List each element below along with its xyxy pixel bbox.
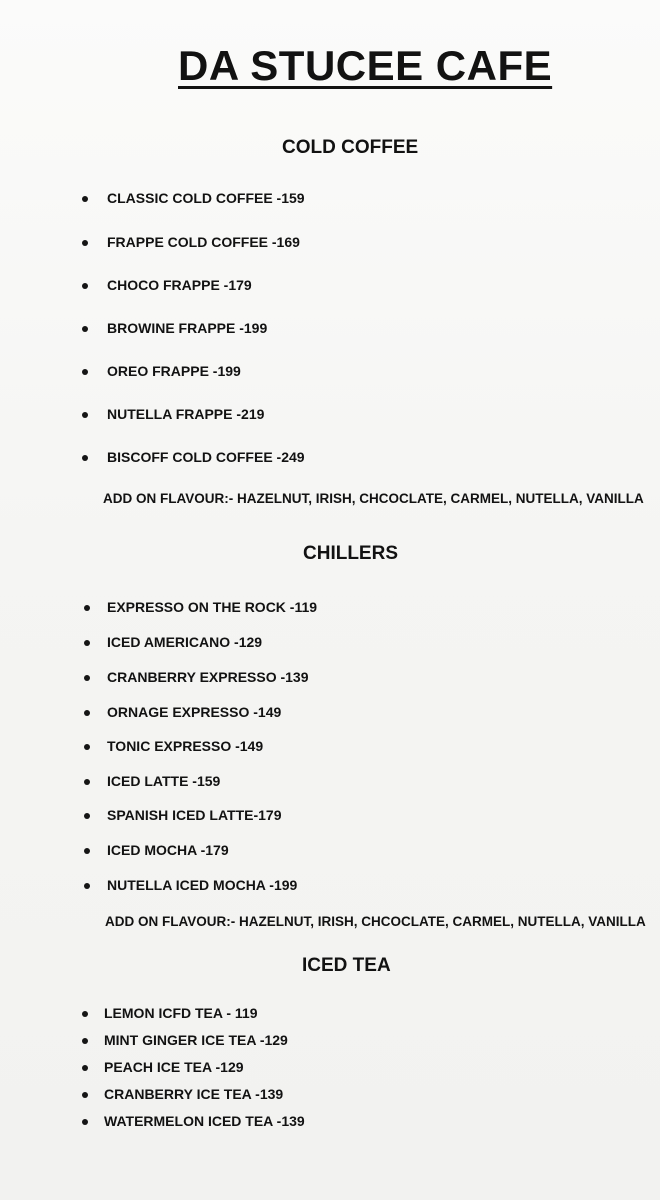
menu-item: WATERMELON ICED TEA -139 — [104, 1113, 305, 1129]
bullet-icon — [82, 455, 88, 461]
bullet-icon — [82, 1119, 88, 1125]
bullet-icon — [82, 1038, 88, 1044]
bullet-icon — [82, 369, 88, 375]
menu-item: CRANBERRY ICE TEA -139 — [104, 1086, 284, 1102]
section-heading-iced-tea: ICED TEA — [302, 955, 391, 976]
menu-item: CRANBERRY EXPRESSO -139 — [107, 669, 309, 685]
bullet-icon — [84, 640, 90, 646]
bullet-icon — [84, 710, 90, 716]
menu-item: CLASSIC COLD COFFEE -159 — [107, 190, 305, 206]
bullet-icon — [82, 240, 88, 246]
menu-item: NUTELLA FRAPPE -219 — [107, 406, 265, 422]
bullet-icon — [82, 1065, 88, 1071]
menu-item: FRAPPE COLD COFFEE -169 — [107, 234, 300, 250]
bullet-icon — [84, 605, 90, 611]
menu-item: ORNAGE EXPRESSO -149 — [107, 704, 282, 720]
menu-item: ICED MOCHA -179 — [107, 842, 229, 858]
section-heading-chillers: CHILLERS — [303, 543, 398, 564]
bullet-icon — [82, 412, 88, 418]
menu-item: EXPRESSO ON THE ROCK -119 — [107, 599, 318, 615]
menu-item: ICED AMERICANO -129 — [107, 634, 263, 650]
bullet-icon — [82, 196, 88, 202]
menu-item: TONIC EXPRESSO -149 — [107, 738, 264, 754]
menu-item: LEMON ICFD TEA - 119 — [104, 1005, 258, 1021]
menu-item: ICED LATTE -159 — [107, 773, 221, 789]
bullet-icon — [84, 779, 90, 785]
page-title: DA STUCEE CAFE — [178, 42, 553, 89]
bullet-icon — [84, 744, 90, 750]
bullet-icon — [82, 283, 88, 289]
bullet-icon — [84, 883, 90, 889]
section-heading-cold-coffee: COLD COFFEE — [282, 137, 419, 158]
add-on-flavour-note: ADD ON FLAVOUR:- HAZELNUT, IRISH, CHCOCLATE, CARMEL, NUTELLA, VANILLA — [103, 491, 644, 506]
menu-item: SPANISH ICED LATTE-179 — [107, 807, 282, 823]
menu-item: OREO FRAPPE -199 — [107, 363, 241, 379]
menu-item: NUTELLA ICED MOCHA -199 — [107, 877, 298, 893]
menu-item: BROWINE FRAPPE -199 — [107, 320, 268, 336]
menu-item: PEACH ICE TEA -129 — [104, 1059, 244, 1075]
bullet-icon — [82, 326, 88, 332]
bullet-icon — [84, 675, 90, 681]
menu-item: MINT GINGER ICE TEA -129 — [104, 1032, 288, 1048]
menu-item: BISCOFF COLD COFFEE -249 — [107, 449, 305, 465]
bullet-icon — [84, 848, 90, 854]
add-on-flavour-note: ADD ON FLAVOUR:- HAZELNUT, IRISH, CHCOCLATE, CARMEL, NUTELLA, VANILLA — [105, 914, 646, 929]
menu-item: CHOCO FRAPPE -179 — [107, 277, 252, 293]
bullet-icon — [82, 1092, 88, 1098]
bullet-icon — [84, 813, 90, 819]
bullet-icon — [82, 1011, 88, 1017]
